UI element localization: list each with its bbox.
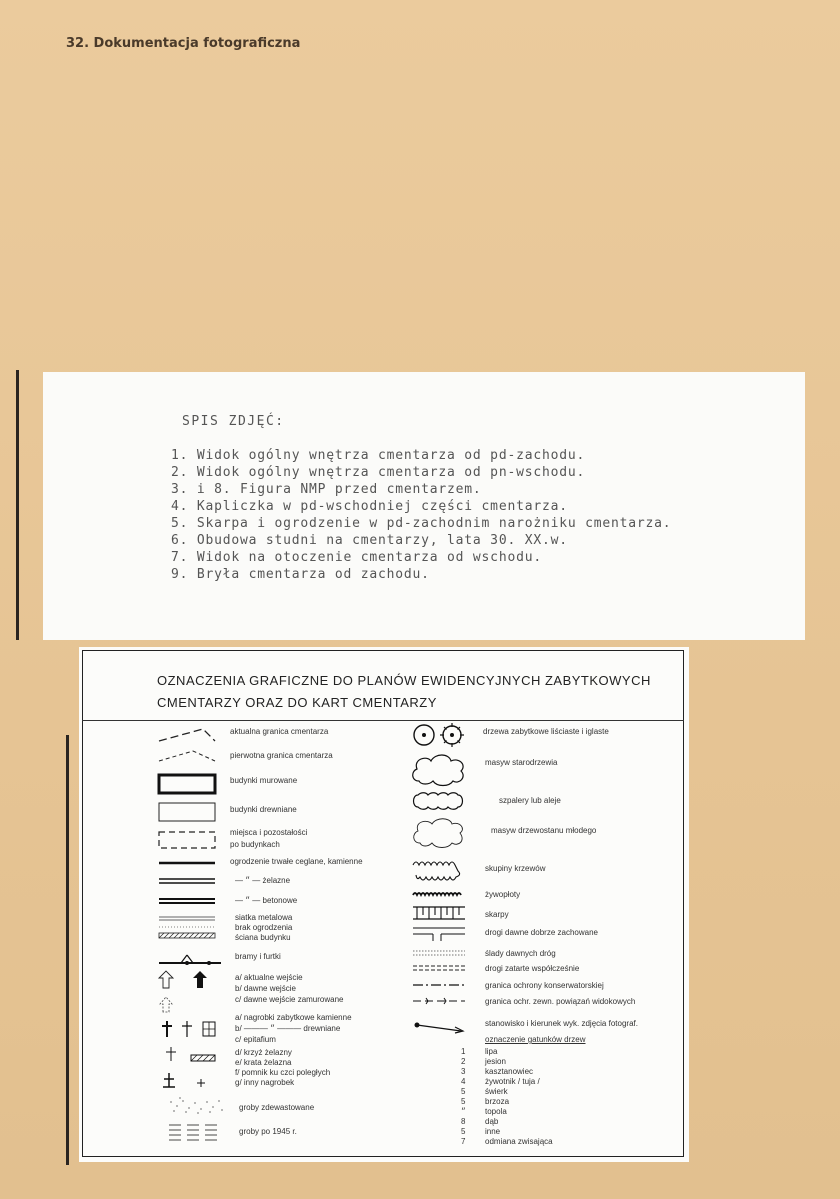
legend-label: budynki drewniane — [230, 805, 297, 814]
list-item: 1. Widok ogólny wnętrza cmentarza od pd-zachodu. — [171, 448, 586, 463]
legend-label: c/ epitafium — [235, 1035, 276, 1044]
photo-position-symbol — [413, 1017, 467, 1033]
post1945-graves-symbol — [167, 1123, 223, 1143]
legend-label: drogi zatarte współcześnie — [485, 964, 580, 973]
binding-line-bottom — [66, 735, 69, 1165]
brick-building-symbol — [157, 773, 217, 795]
legend-label: masyw starodrzewia — [485, 758, 558, 767]
species-number: 2 — [461, 1057, 466, 1066]
list-item: 9. Bryła cmentarza od zachodu. — [171, 567, 430, 582]
species-name: lipa — [485, 1047, 498, 1056]
page-header: 32. Dokumentacja fotograficzna — [66, 36, 301, 51]
legend-label: skupiny krzewów — [485, 864, 546, 873]
legend-label: drzewa zabytkowe liściaste i iglaste — [483, 727, 609, 736]
legend-label: miejsca i pozostałości — [230, 828, 308, 837]
species-name: brzoza — [485, 1097, 510, 1106]
legend-label: budynki murowane — [230, 776, 298, 785]
list-item: 3. i 8. Figura NMP przed cmentarzem. — [171, 482, 482, 497]
wire-fence-symbol — [157, 915, 217, 945]
escarpments-symbol — [411, 905, 467, 921]
legend-label: po budynkach — [230, 840, 280, 849]
photo-list-card — [43, 372, 805, 640]
entrance-symbols — [157, 970, 217, 1020]
legend-label: b/ ——— ״ ——— drewniane — [235, 1024, 341, 1033]
species-number: 7 — [461, 1137, 466, 1146]
legend-label: d/ krzyż żelazny — [235, 1048, 292, 1057]
species-name: żywotnik / tuja / — [485, 1077, 540, 1086]
legend-title-line2: CMENTARZY ORAZ DO KART CMENTARZY — [157, 695, 437, 710]
building-remains-symbol — [157, 829, 217, 851]
species-name: dąb — [485, 1117, 499, 1126]
legend-title — [157, 670, 651, 714]
list-item: 6. Obudowa studni na cmentarzy, lata 30. XX.w. — [171, 533, 568, 548]
legend-label: granica ochr. zewn. powiązań widokowych — [485, 997, 636, 1006]
concrete-fence-symbol — [157, 897, 217, 905]
devastated-graves-symbol — [167, 1097, 227, 1117]
hedges-symbol — [411, 889, 467, 899]
original-boundary-symbol — [157, 747, 217, 763]
old-roads-symbol — [411, 925, 467, 943]
species-number: 1 — [461, 1047, 466, 1056]
photo-list — [171, 447, 671, 583]
tree-species-title: oznaczenie gatunków drzew — [485, 1035, 586, 1044]
wooden-building-symbol — [157, 801, 217, 823]
legend-label: a/ aktualne wejście — [235, 973, 303, 982]
list-item: 7. Widok na otoczenie cmentarza od wschodu. — [171, 550, 542, 565]
legend-label: groby po 1945 r. — [239, 1127, 297, 1136]
conservation-boundary-symbol — [411, 982, 467, 988]
species-number: 3 — [461, 1067, 466, 1076]
species-name: topola — [485, 1107, 507, 1116]
iron-fence-symbol — [157, 877, 217, 885]
legend-label: drogi dawne dobrze zachowane — [485, 928, 598, 937]
species-name: kasztanowiec — [485, 1067, 534, 1076]
species-number: 4 — [461, 1077, 466, 1086]
legend-label: stanowisko i kierunek wyk. zdjęcia fotograf. — [485, 1019, 638, 1028]
legend-label: — ״ — żelazne — [235, 876, 291, 885]
legend-label: ślady dawnych dróg — [485, 949, 556, 958]
erased-roads-symbol — [411, 964, 467, 972]
species-number: ״ — [461, 1107, 466, 1116]
legend-label: pierwotna granica cmentarza — [230, 751, 333, 760]
legend-label: f/ pomnik ku czci poległych — [235, 1068, 331, 1077]
legend-label: masyw drzewostanu młodego — [491, 826, 597, 835]
legend-label: e/ krata żelazna — [235, 1058, 292, 1067]
photo-list-title: SPIS ZDJĘĆ: — [182, 414, 285, 429]
trees-symbol — [412, 723, 468, 747]
species-name: jesion — [485, 1057, 506, 1066]
permanent-fence-symbol — [157, 859, 217, 867]
legend-label: siatka metalowa — [235, 913, 293, 922]
old-trees-mass-symbol — [409, 751, 469, 787]
legend-label: c/ dawne wejście zamurowane — [235, 995, 344, 1004]
legend-label: — ״ — betonowe — [235, 896, 298, 905]
legend-label: żywopłoty — [485, 890, 521, 899]
legend-title-separator — [82, 720, 684, 721]
gravestone-symbols — [157, 1017, 227, 1097]
legend-label: ściana budynku — [235, 933, 291, 942]
legend-label: brak ogrodzenia — [235, 923, 293, 932]
legend-label: ogrodzenie trwałe ceglane, kamienne — [230, 857, 363, 866]
species-name: świerk — [485, 1087, 508, 1096]
legend-label: granica ochrony konserwatorskiej — [485, 981, 604, 990]
shrubs-symbol — [410, 857, 466, 883]
binding-line-top — [16, 370, 19, 640]
young-trees-mass-symbol — [410, 815, 468, 849]
legend-label: skarpy — [485, 910, 509, 919]
legend-label: groby zdewastowane — [239, 1103, 315, 1112]
species-number: 8 — [461, 1117, 466, 1126]
list-item: 5. Skarpa i ogrodzenie w pd-zachodnim narożniku cmentarza. — [171, 516, 672, 531]
legend-label: g/ inny nagrobek — [235, 1078, 295, 1087]
legend-title-line1: OZNACZENIA GRAFICZNE DO PLANÓW EWIDENCYJNYCH ZABYTKOWYCH — [157, 673, 651, 688]
list-item: 2. Widok ogólny wnętrza cmentarza od pn-wschodu. — [171, 465, 586, 480]
legend-label: szpalery lub aleje — [499, 796, 561, 805]
species-number: 5 — [461, 1127, 466, 1136]
species-name: odmiana zwisająca — [485, 1137, 553, 1146]
species-number: 5 — [461, 1087, 466, 1096]
current-boundary-symbol — [157, 723, 217, 745]
view-links-boundary-symbol — [411, 997, 467, 1005]
alleys-symbol — [412, 792, 468, 810]
list-item: 4. Kapliczka w pd-wschodniej części cmentarza. — [171, 499, 568, 514]
old-road-traces-symbol — [411, 949, 467, 957]
legend-label: aktualna granica cmentarza — [230, 727, 329, 736]
species-name: inne — [485, 1127, 501, 1136]
species-number: 5 — [461, 1097, 466, 1106]
legend-label: bramy i furtki — [235, 952, 281, 961]
legend-label: b/ dawne wejście — [235, 984, 296, 993]
legend-label: a/ nagrobki zabytkowe kamienne — [235, 1013, 352, 1022]
gates-symbol — [157, 949, 223, 967]
legend-card — [79, 647, 689, 1162]
